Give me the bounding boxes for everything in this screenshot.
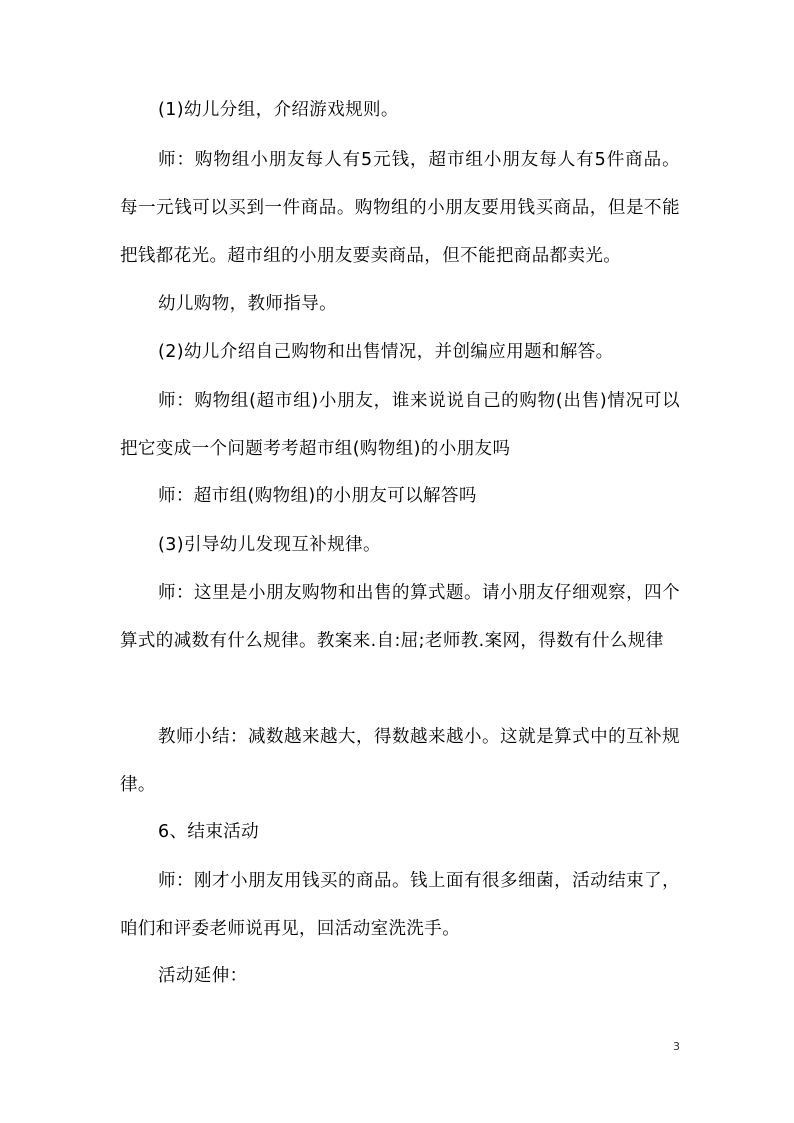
paragraph-grouping: (1)幼儿分组，介绍游戏规则。 bbox=[158, 100, 399, 120]
paragraph-extension-heading: 活动延伸： bbox=[158, 966, 248, 986]
paragraph-shopping: 幼儿购物，教师指导。 bbox=[158, 294, 337, 314]
paragraph-observe-formulas: 师：这里是小朋友购物和出售的算式题。请小朋友仔细观察，四个算式的减数有什么规律。教案来.自:屈;老师教.案网，得数有什么规律 bbox=[120, 583, 680, 651]
paragraph-introduce-situation: (2)幼儿介绍自己购物和出售情况，并创编应用题和解答。 bbox=[158, 342, 614, 362]
paragraph-teacher-question: 师：购物组(超市组)小朋友，谁来说说自己的购物(出售)情况可以把它变成一个问题考考超市组(购物组)的小朋友吗 bbox=[120, 391, 680, 459]
paragraph-game-rules: 师：购物组小朋友每人有5元钱，超市组小朋友每人有5件商品。每一元钱可以买到一件商品。购物组的小朋友要用钱买商品，但是不能把钱都花光。超市组的小朋友要卖商品，但不能把商品都卖光。 bbox=[120, 150, 680, 266]
section-heading-end-activity: 6、结束活动 bbox=[158, 822, 260, 842]
page-number: 3 bbox=[673, 1040, 680, 1053]
paragraph-teacher-summary: 教师小结：减数越来越大，得数越来越小。这就是算式中的互补规律。 bbox=[120, 727, 680, 795]
paragraph-teacher-answer: 师：超市组(购物组)的小朋友可以解答吗 bbox=[158, 486, 477, 506]
paragraph-closing: 师：刚才小朋友用钱买的商品。钱上面有很多细菌，活动结束了，咱们和评委老师说再见，回活动室洗洗手。 bbox=[120, 871, 680, 939]
paragraph-complement-rule: (3)引导幼儿发现互补规律。 bbox=[158, 535, 381, 555]
